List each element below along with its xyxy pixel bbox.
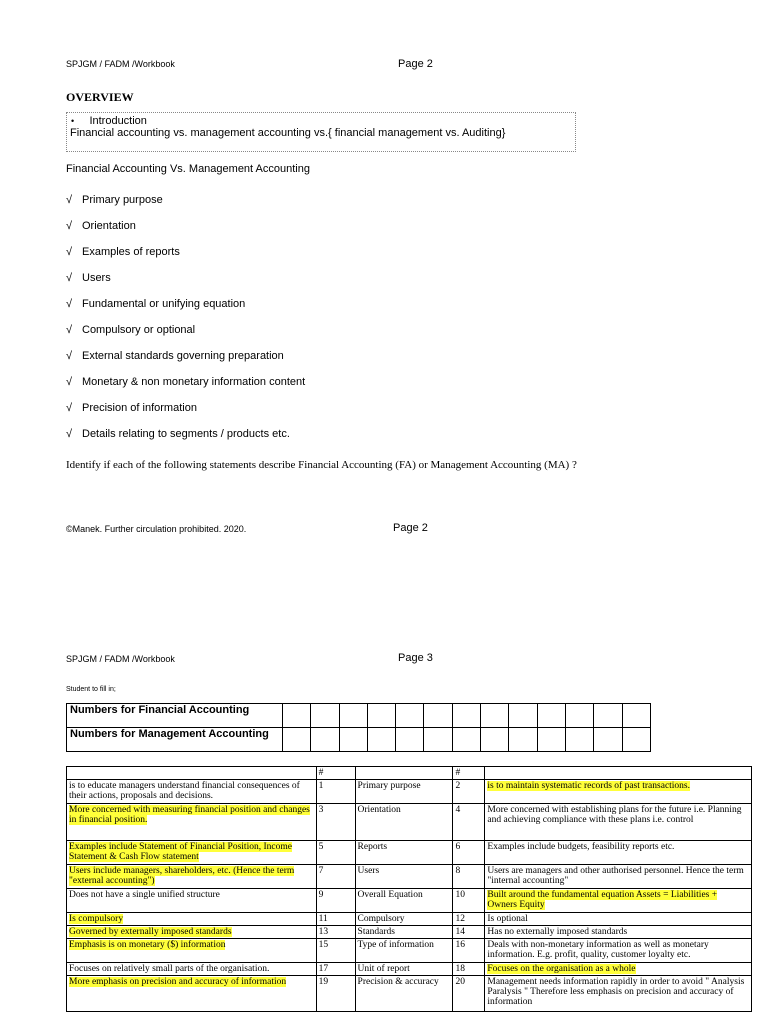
row-number: 13 — [316, 926, 355, 939]
row-number: 17 — [316, 963, 355, 976]
row-topic: Reports — [355, 841, 453, 865]
checklist-item: √ Precision of information — [66, 402, 197, 414]
checklist-item: √ Details relating to segments / products etc. — [66, 428, 290, 440]
table-header-row — [67, 767, 752, 780]
table-row — [67, 804, 752, 841]
answer-cell[interactable] — [622, 728, 650, 752]
row-number: 8 — [453, 865, 485, 889]
answer-cell[interactable] — [537, 728, 565, 752]
row-number: 10 — [453, 889, 485, 913]
answer-cell[interactable] — [481, 728, 509, 752]
table-row — [67, 976, 752, 1012]
checklist-item: √ Examples of reports — [66, 246, 180, 258]
check-icon: √ — [66, 220, 73, 232]
overview-box — [66, 112, 576, 152]
row-number: 20 — [453, 976, 485, 1012]
row-topic: Orientation — [355, 804, 453, 841]
page3-header-page: Page 3 — [398, 652, 433, 664]
ma-statement: Users are managers and other authorised personnel. Hence the term "internal accounting" — [485, 865, 752, 889]
fa-statement: More emphasis on precision and accuracy of information — [67, 976, 317, 1012]
ma-statement: Deals with non-monetary information as well as monetary information. E.g. profit, quality, customer loyalty etc. — [485, 939, 752, 963]
ma-statement: Focuses on the organisation as a whole — [485, 963, 752, 976]
answer-cell[interactable] — [396, 704, 424, 728]
row-topic: Standards — [355, 926, 453, 939]
row-number: 3 — [316, 804, 355, 841]
answer-cell[interactable] — [481, 704, 509, 728]
row-number: 7 — [316, 865, 355, 889]
answer-cell[interactable] — [367, 704, 395, 728]
fa-statement: Examples include Statement of Financial Position, Income Statement & Cash Flow statement — [67, 841, 317, 865]
answer-cell[interactable] — [424, 704, 452, 728]
fa-statement: Governed by externally imposed standards — [67, 926, 317, 939]
table-row — [67, 963, 752, 976]
answer-cell[interactable] — [565, 704, 593, 728]
check-icon: √ — [66, 324, 73, 336]
checklist — [66, 187, 305, 447]
answer-cell[interactable] — [311, 728, 339, 752]
table-row — [67, 865, 752, 889]
row-number: 19 — [316, 976, 355, 1012]
fa-statement: Emphasis is on monetary ($) information — [67, 939, 317, 963]
header-hash: # — [453, 767, 485, 780]
table-row — [67, 780, 752, 804]
answer-cell[interactable] — [509, 728, 537, 752]
row-topic: Type of information — [355, 939, 453, 963]
answer-cell[interactable] — [396, 728, 424, 752]
answer-cell[interactable] — [565, 728, 593, 752]
fa-statement: Does not have a single unified structure — [67, 889, 317, 913]
ma-statement: More concerned with establishing plans for the future i.e. Planning and achieving compliance with these plans i.e. control — [485, 804, 752, 841]
check-icon: √ — [66, 272, 73, 284]
answer-cell[interactable] — [283, 728, 311, 752]
page2-header-left: SPJGM / FADM /Workbook — [66, 59, 175, 69]
table-row — [67, 889, 752, 913]
check-icon: √ — [66, 402, 73, 414]
row-number: 9 — [316, 889, 355, 913]
section-subtitle: Financial Accounting Vs. Management Accounting — [66, 163, 310, 175]
question-text: Identify if each of the following statements describe Financial Accounting (FA) or Management Accounting (MA) ? — [66, 459, 577, 471]
check-icon: √ — [66, 298, 73, 310]
checklist-item: √ Users — [66, 272, 111, 284]
row-topic: Overall Equation — [355, 889, 453, 913]
row-number: 11 — [316, 913, 355, 926]
answer-cell[interactable] — [594, 704, 622, 728]
comparison-table — [66, 766, 752, 1012]
answer-cell[interactable] — [594, 728, 622, 752]
check-icon: √ — [66, 376, 73, 388]
answer-cell[interactable] — [537, 704, 565, 728]
checklist-item: √ Orientation — [66, 220, 136, 232]
table-row — [67, 939, 752, 963]
checklist-item: √ Monetary & non monetary information content — [66, 376, 306, 388]
row-number: 14 — [453, 926, 485, 939]
ma-statement: Is optional — [485, 913, 752, 926]
answer-cell[interactable] — [622, 704, 650, 728]
check-icon: √ — [66, 428, 73, 440]
answer-cell[interactable] — [452, 728, 480, 752]
ma-statement: Built around the fundamental equation Assets = Liabilities + Owners Equity — [485, 889, 752, 913]
numbers-fa-label: Numbers for Financial Accounting — [67, 704, 283, 728]
answer-cell[interactable] — [424, 728, 452, 752]
page2-footer-page: Page 2 — [393, 522, 428, 534]
checklist-item: √ External standards governing preparation — [66, 350, 284, 362]
numbers-table — [66, 703, 651, 752]
row-number: 2 — [453, 780, 485, 804]
answer-cell[interactable] — [509, 704, 537, 728]
numbers-ma-label: Numbers for Management Accounting — [67, 728, 283, 752]
row-number: 15 — [316, 939, 355, 963]
ma-statement: Management needs information rapidly in order to avoid " Analysis Paralysis " Therefore less emphasis on precision and accuracy of information — [485, 976, 752, 1012]
fa-statement: Is compulsory — [67, 913, 317, 926]
fa-statement: Users include managers, shareholders, etc. (Hence the term "external accounting") — [67, 865, 317, 889]
row-topic: Users — [355, 865, 453, 889]
answer-cell[interactable] — [311, 704, 339, 728]
checklist-item: √ Compulsory or optional — [66, 324, 196, 336]
answer-cell[interactable] — [367, 728, 395, 752]
answer-cell[interactable] — [283, 704, 311, 728]
check-icon: √ — [66, 194, 73, 206]
student-fill-label: Student to fill in; — [66, 686, 116, 693]
ma-statement: Has no externally imposed standards — [485, 926, 752, 939]
row-number: 5 — [316, 841, 355, 865]
table-row — [67, 841, 752, 865]
row-topic: Primary purpose — [355, 780, 453, 804]
fa-statement: is to educate managers understand financial consequences of their actions, proposals and decisions. — [67, 780, 317, 804]
row-number: 16 — [453, 939, 485, 963]
row-topic: Precision & accuracy — [355, 976, 453, 1012]
checklist-item: √ Fundamental or unifying equation — [66, 298, 246, 310]
overview-heading: OVERVIEW — [66, 90, 134, 104]
answer-cell[interactable] — [452, 704, 480, 728]
row-number: 12 — [453, 913, 485, 926]
ma-statement: Examples include budgets, feasibility reports etc. — [485, 841, 752, 865]
page3-header-left: SPJGM / FADM /Workbook — [66, 654, 175, 664]
row-number: 1 — [316, 780, 355, 804]
ma-statement: is to maintain systematic records of past transactions. — [485, 780, 752, 804]
fa-statement: More concerned with measuring financial position and changes in financial position. — [67, 804, 317, 841]
row-number: 4 — [453, 804, 485, 841]
answer-cell[interactable] — [339, 728, 367, 752]
answer-cell[interactable] — [339, 704, 367, 728]
check-icon: √ — [66, 246, 73, 258]
header-hash: # — [316, 767, 355, 780]
fa-statement: Focuses on relatively small parts of the organisation. — [67, 963, 317, 976]
box-bullet-row: • Introduction — [71, 115, 147, 127]
row-topic: Unit of report — [355, 963, 453, 976]
check-icon: √ — [66, 350, 73, 362]
row-topic: Compulsory — [355, 913, 453, 926]
table-row — [67, 926, 752, 939]
box-bullet: Introduction — [89, 115, 147, 127]
row-number: 18 — [453, 963, 485, 976]
row-number: 6 — [453, 841, 485, 865]
page2-footer-left: ©Manek. Further circulation prohibited. 2020. — [66, 524, 247, 534]
table-row — [67, 913, 752, 926]
page2-header-page: Page 2 — [398, 58, 433, 70]
checklist-item: √ Primary purpose — [66, 194, 163, 206]
box-line: Financial accounting vs. management accounting vs.{ financial management vs. Auditing} — [70, 127, 506, 139]
